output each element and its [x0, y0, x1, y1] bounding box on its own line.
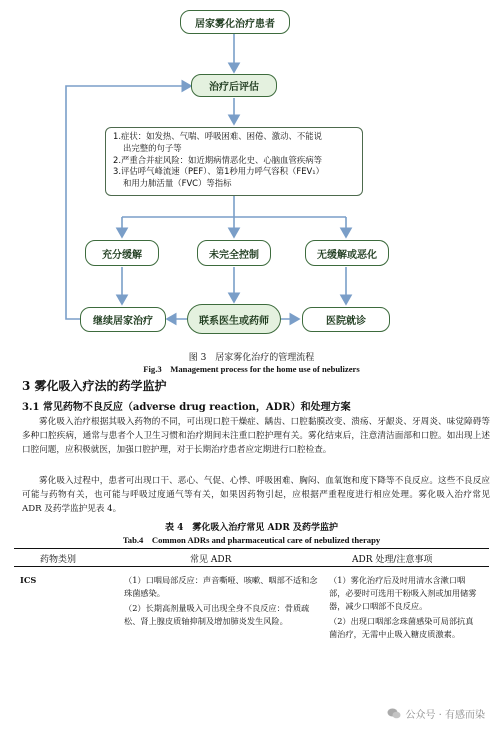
watermark-text: 公众号 · 有感而染 — [405, 710, 485, 721]
table-cell-adr — [124, 574, 320, 630]
criteria-line: 2.严重合并症风险：如近期病情恶化史、心脑血管疾病等 — [113, 154, 322, 165]
table-caption-en: Tab.4 Common ADRs and pharmaceutical care of nebulized therapy — [122, 535, 381, 545]
criteria-line: 出完整的句子等 — [123, 142, 182, 153]
node-evaluate: 治疗后评估 — [191, 74, 277, 97]
adr-item: （1）口咽局部反应：声音嘶哑、咳嗽、咽部不适和念珠菌感染。 — [124, 575, 318, 598]
arrow-loop-back — [66, 86, 191, 319]
node-relief: 充分缓解 — [85, 240, 159, 266]
adr-item: （2）长期高剂量吸入可出现全身不良反应：骨质疏松、肾上腺皮质轴抑制及增加肺炎发生风险。 — [124, 603, 310, 626]
care-item: （2）出现口咽部念珠菌感染可局部抗真菌治疗，无需中止吸入糖皮质激素。 — [329, 616, 474, 639]
criteria-line: 和用力肺活量（FVC）等指标 — [123, 178, 232, 189]
table-caption-cn: 表 4 雾化吸入治疗常见 ADR 及药学监护 — [165, 523, 338, 533]
figure-caption-en: Fig.3 Management process for the home use of nebulizers — [143, 364, 360, 374]
table-header-category: 药物类别 — [40, 555, 77, 565]
table-header-rule — [14, 566, 489, 567]
node-continue: 继续居家治疗 — [80, 307, 166, 332]
figure-caption-cn: 图 3 居家雾化治疗的管理流程 — [188, 353, 315, 363]
paragraph-2: 雾化吸入过程中，患者可出现口干、恶心、气促、心悸、呼吸困难、胸闷、血氧饱和度下降等不良反应。这些不良反应可能与药物有关，也可能与呼吸过度通气等有关，如果因药物引起，应根据严重程度进行相应处理。雾化吸入治疗常见 ADR 及药学监护见表 4。 — [22, 476, 490, 515]
flowchart — [0, 0, 503, 345]
table-header-adr: 常见 ADR — [190, 555, 232, 565]
wechat-icon — [387, 708, 401, 719]
criteria-line: 3.评估呼气峰流速（PEF）、第1秒用力呼气容积（FEV₁） — [113, 166, 324, 177]
table-cell-care — [329, 574, 479, 643]
watermark — [387, 706, 485, 721]
subsection-title: 3.1 常见药物不良反应（adverse drug reaction，ADR）和处理方案 — [22, 402, 351, 413]
criteria-box — [105, 127, 363, 196]
table-cell-category: ICS — [20, 575, 37, 585]
paragraph-1: 雾化吸入治疗根据其吸入药物的不同，可出现口腔干燥症、龋齿、口腔黏膜改变、溃疡、牙龈炎、牙周炎、味觉障碍等多种口腔疾病，通常与患者个人卫生习惯和治疗期间未注重口腔护理有关。雾化结束后，注意清洁面部和口腔。如出现上述口腔问题，应积极就医，加强口腔护理，对于长期治疗患者应定期进行口腔检查。 — [22, 417, 490, 456]
node-partial: 未完全控制 — [197, 240, 271, 266]
table-header-care: ADR 处理/注意事项 — [352, 555, 433, 565]
node-contact: 联系医生或药师 — [187, 304, 281, 334]
table-top-rule — [14, 548, 489, 549]
node-worse: 无缓解或恶化 — [305, 240, 389, 266]
node-start: 居家雾化治疗患者 — [180, 10, 290, 34]
node-hospital: 医院就诊 — [302, 307, 390, 332]
criteria-line: 1.症状：如发热、气喘、呼吸困难、困倦、激动、不能说 — [113, 131, 322, 141]
care-item: （1）雾化治疗后及时用清水含漱口咽部，必要时可选用干粉吸入剂或加用储雾器，减少口咽部不良反应。 — [329, 575, 477, 611]
section-title: 3 雾化吸入疗法的药学监护 — [22, 379, 167, 393]
